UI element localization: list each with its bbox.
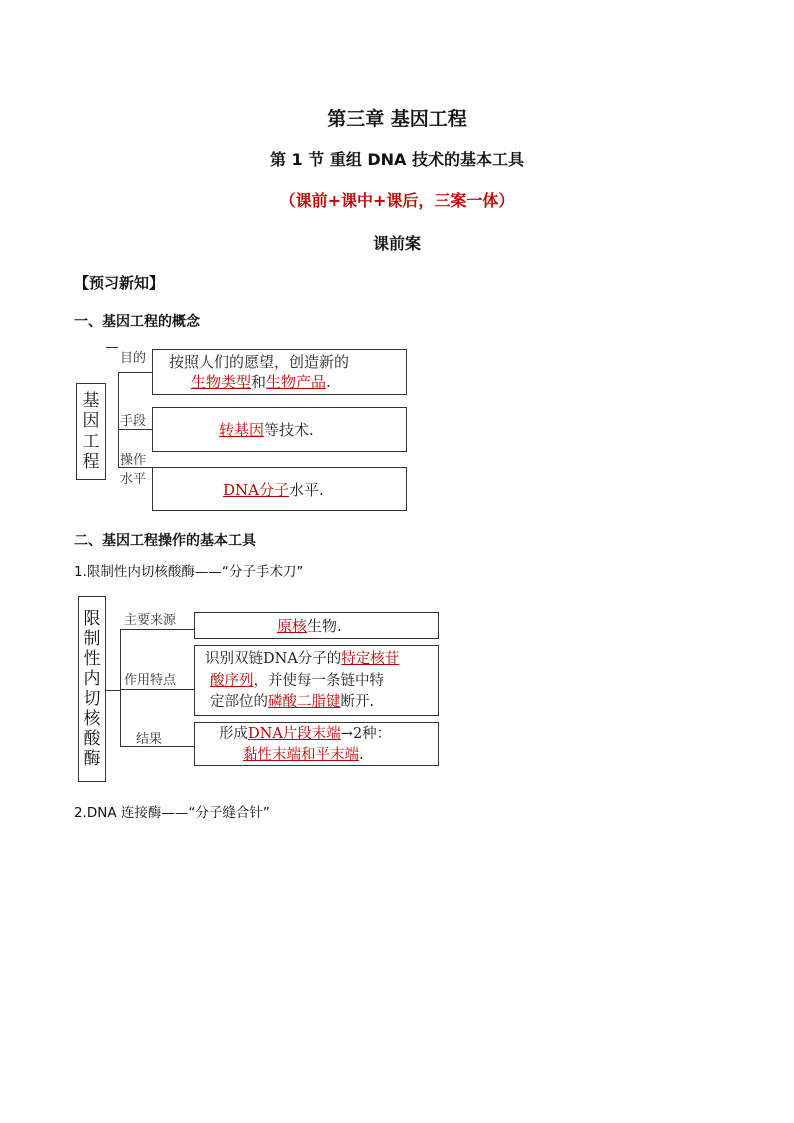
subtitle: （课前+课中+课后，三案一体） (279, 191, 515, 210)
label-level-2: 水平 (120, 472, 147, 487)
item-restriction-enzyme: 1.限制性内切核酸酶——“分子手术刀” (74, 564, 304, 580)
connector (106, 690, 120, 691)
section1-heading: 一、基因工程的概念 (74, 314, 200, 330)
connector (118, 372, 152, 373)
connector (120, 689, 194, 690)
label-result: 结果 (136, 732, 163, 747)
connector (118, 429, 152, 430)
box-purpose: 按照人们的愿望，创造新的 生物类型和生物产品. (152, 349, 407, 395)
label-purpose: 目的 (120, 351, 147, 366)
box-source: 原核生物. (194, 612, 439, 639)
box-level: DNA分子水平. (152, 467, 407, 511)
diagram-root-restriction-enzyme: 限 制 性 内 切 核 酸 酶 (78, 596, 106, 782)
section2-heading: 二、基因工程操作的基本工具 (74, 533, 256, 549)
preview-heading: 【预习新知】 (74, 274, 165, 292)
connector (120, 629, 121, 747)
label-level-1: 操作 (120, 453, 147, 468)
box-means: 转基因等技术. (152, 407, 407, 452)
connector (118, 372, 119, 467)
label-feature: 作用特点 (124, 673, 177, 688)
connector (106, 347, 118, 348)
chapter-title: 第三章 基因工程 (327, 108, 467, 130)
box-feature: 识别双链DNA分子的特定核苷 酸序列，并使每一条链中特 定部位的磷酸二脂键断开. (194, 645, 439, 716)
section-title: 第 1 节 重组 DNA 技术的基本工具 (269, 150, 525, 169)
part-title: 课前案 (372, 234, 421, 253)
item-dna-ligase: 2.DNA 连接酶——“分子缝合针” (74, 805, 270, 821)
box-result: 形成DNA片段末端→2种： 黏性末端和平末端. (194, 722, 439, 766)
label-main-source: 主要来源 (124, 613, 177, 628)
connector (120, 629, 194, 630)
label-means: 手段 (120, 414, 147, 429)
diagram-root-genetic-engineering: 基 因 工 程 (76, 383, 106, 480)
